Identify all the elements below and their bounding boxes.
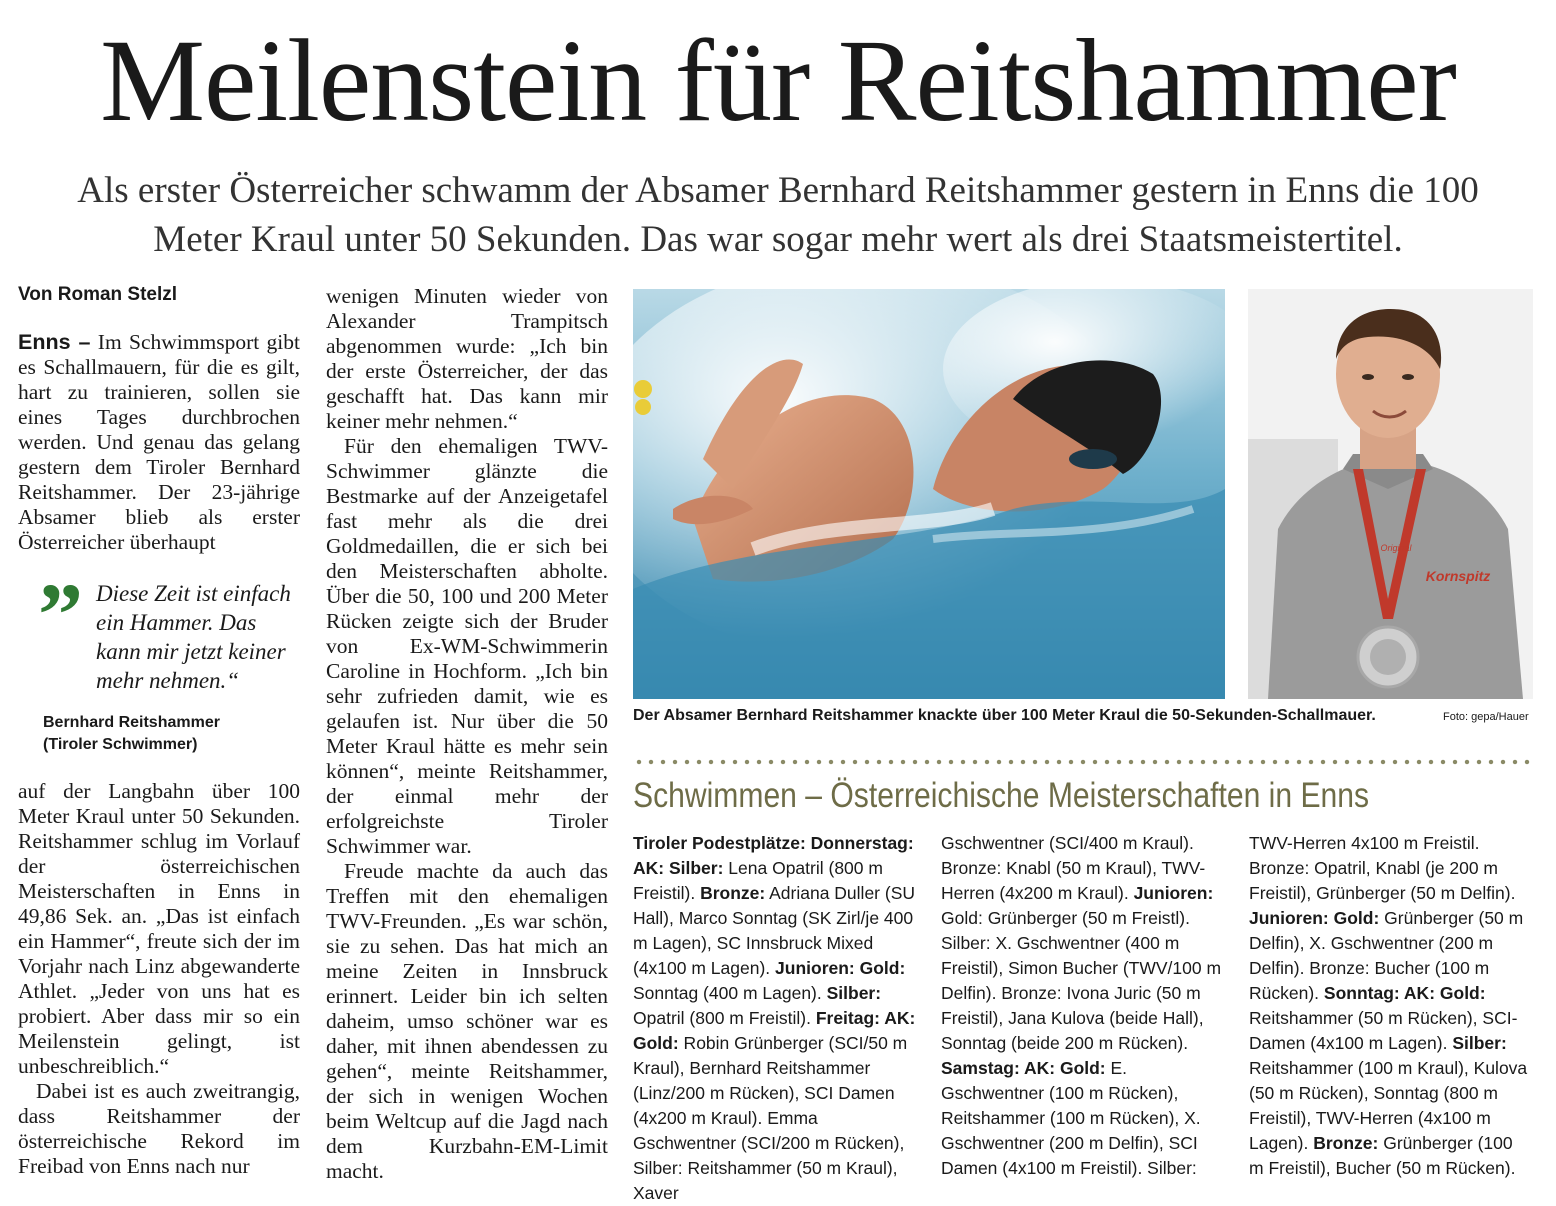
- results-entry: Silber: Opatril (800 m Freistil).: [633, 983, 882, 1028]
- results-title: Schwimmen – Österreichische Meisterschaften in Enns: [633, 776, 1370, 815]
- dotted-divider: [633, 759, 1533, 765]
- results-entry: Gschwentner (SCI/400 m Kraul). Bronze: Knabl (50 m Kraul), TWV-Herren (4x200 m Kraul).: [941, 833, 1206, 903]
- results-entry: Junioren: Gold: Grünberger (50 m Delfin), X. Gschwentner (200 m Delfin). Bronze: Bucher (100 m Rücken).: [1249, 908, 1524, 1003]
- article-paragraph: Für den ehemaligen TWV-Schwimmer glänzte die Bestmarke auf der Anzeigetafel fast mehr als die drei Goldmedaillen, die er sich bei den Meisterschaften abholte. Über die 50, 100 und 200 Meter Rücken zeigte sich der Bruder von Ex-WM-Schwimmerin Caroline in Hochform. „Ich bin sehr zufrieden damit, wie es gelaufen ist. Nur über die 50 Meter Kraul hätte es mehr sein können“, meinte Reitshammer, der einmal mehr der erfolgreichste Tiroler Schwimmer war.: [326, 434, 608, 858]
- article-column-1-bottom: [18, 779, 300, 1179]
- results-column-3: [1249, 831, 1532, 1181]
- photo-credit: Foto: gepa/Hauer: [1443, 711, 1529, 723]
- results-entry: Tiroler Podestplätze: Donnerstag: AK: Silber: Lena Opatril (800 m Freistil).: [633, 833, 914, 903]
- article-paragraph: auf der Langbahn über 100 Meter Kraul unter 50 Sekunden. Reitshammer schlug im Vorlauf der österreichischen Meisterschaften in Enns in 49,86 Sek. an. „Das ist einfach ein Hammer“, freute sich der im Vorjahr nach Linz abgewanderte Athlet. „Jeder von uns hat es probiert. Aber dass mir so ein Meilenstein gelingt, ist unbeschreiblich.“: [18, 779, 300, 1078]
- results-entry: Junioren: Gold: Sonntag (400 m Lagen).: [633, 958, 906, 1003]
- portrait-photo: [1248, 289, 1533, 699]
- sponsor-logo: Kornspitz: [1425, 568, 1491, 584]
- results-entry: Silber: Reitshammer (100 m Kraul), Kulova (50 m Rücken), Sonntag (800 m Freistil), TWV-Herren (4x100 m Lagen).: [1249, 1033, 1528, 1153]
- results-entry: Freitag: AK: Gold: Robin Grünberger (SCI/50 m Kraul), Bernhard Reitshammer (Linz/200 m Rücken), SCI Damen (4x200 m Kraul). Emma Gschwentner (SCI/200 m Rücken), Silber: Reitshammer (50 m Kraul), Xaver: [633, 1008, 916, 1203]
- swimmer-photo: [633, 289, 1225, 699]
- results-entry: Samstag: AK: Gold: E. Gschwentner (100 m Rücken), Reitshammer (100 m Rücken), X. Gschwentner (200 m Delfin), SCI Damen (4x100 m Freistil). Silber:: [941, 1058, 1201, 1178]
- headline: Meilenstein für Reitshammer: [100, 15, 1456, 146]
- results-entry: Bronze: Grünberger (100 m Freistil), Bucher (50 m Rücken).: [1249, 1133, 1516, 1178]
- article-column-2: [326, 284, 608, 1184]
- results-entry: Junioren: Gold: Grünberger (50 m Freistl). Silber: X. Gschwentner (400 m Freistil), Simon Bucher (TWV/100 m Delfin). Bronze: Ivona Juric (50 m Freistil), Jana Kulova (beide Hall), Sonntag (beide 200 m Rücken).: [941, 883, 1222, 1053]
- swimmer-photo-image: [633, 289, 1225, 699]
- quote-author: [43, 712, 220, 756]
- portrait-photo-image: [1248, 289, 1533, 699]
- results-column-2: [941, 831, 1224, 1181]
- dateline: Enns –: [18, 330, 91, 354]
- pull-quote: [38, 566, 300, 695]
- quote-author-name: Bernhard Reitshammer: [43, 714, 220, 731]
- photo-caption: Der Absamer Bernhard Reitshammer knackte über 100 Meter Kraul die 50-Sekunden-Schallmauer.: [633, 707, 1376, 724]
- article-paragraph: Freude machte da auch das Treffen mit den ehemaligen TWV-Freunden. „Es war schön, sie zu sehen. Das hat mich an meine Zeiten in Innsbruck erinnert. Leider bin ich selten daheim, umso schöner war es daher, mit ihnen abendessen zu gehen“, meinte Reitshammer, der sich in wenigen Wochen beim Weltcup auf die Jagd nach dem Kurzbahn-EM-Limit macht.: [326, 859, 608, 1183]
- results-column-1: [633, 831, 916, 1206]
- sponsor-sub: Original: [1380, 543, 1412, 553]
- subheadline: Als erster Österreicher schwamm der Absamer Bernhard Reitshammer gestern in Enns die 100 Meter Kraul unter 50 Sekunden. Das war sogar mehr wert als drei Staatsmeistertitel.: [77, 170, 1479, 260]
- article-paragraph: wenigen Minuten wieder von Alexander Trampitsch abgenommen wurde: „Ich bin der erste Österreicher, der das geschafft hat. Das kann mir keiner mehr nehmen.“: [326, 284, 608, 433]
- byline: Von Roman Stelzl: [18, 284, 178, 305]
- results-entry: Bronze: Adriana Duller (SU Hall), Marco Sonntag (SK Zirl/je 400 m Lagen), SC Innsbruck Mixed (4x100 m Lagen).: [633, 883, 916, 978]
- quote-text: Diese Zeit ist einfach ein Hammer. Das kann mir jetzt keiner mehr nehmen.“: [96, 581, 291, 693]
- results-entry: TWV-Herren 4x100 m Freistil. Bronze: Opatril, Knabl (je 200 m Freistil), Grünberger (50 m Delfin).: [1249, 833, 1516, 903]
- quote-mark-icon: ”: [38, 566, 83, 665]
- quote-author-role: (Tiroler Schwimmer): [43, 736, 198, 753]
- article-column-1-top: [18, 330, 300, 555]
- article-paragraph: Im Schwimmsport gibt es Schallmauern, für die es gilt, hart zu trainieren, sollen sie eines Tages durchbrochen werden. Und genau das gelang gestern dem Tiroler Bernhard Reitshammer. Der 23-jährige Absamer blieb als erster Österreicher überhaupt: [18, 330, 301, 554]
- results-entry: Sonntag: AK: Gold: Reitshammer (50 m Rücken), SCI-Damen (4x100 m Lagen).: [1249, 983, 1518, 1053]
- article-paragraph: Dabei ist es auch zweitrangig, dass Reitshammer der österreichische Rekord im Freibad von Enns nach nur: [18, 1079, 300, 1178]
